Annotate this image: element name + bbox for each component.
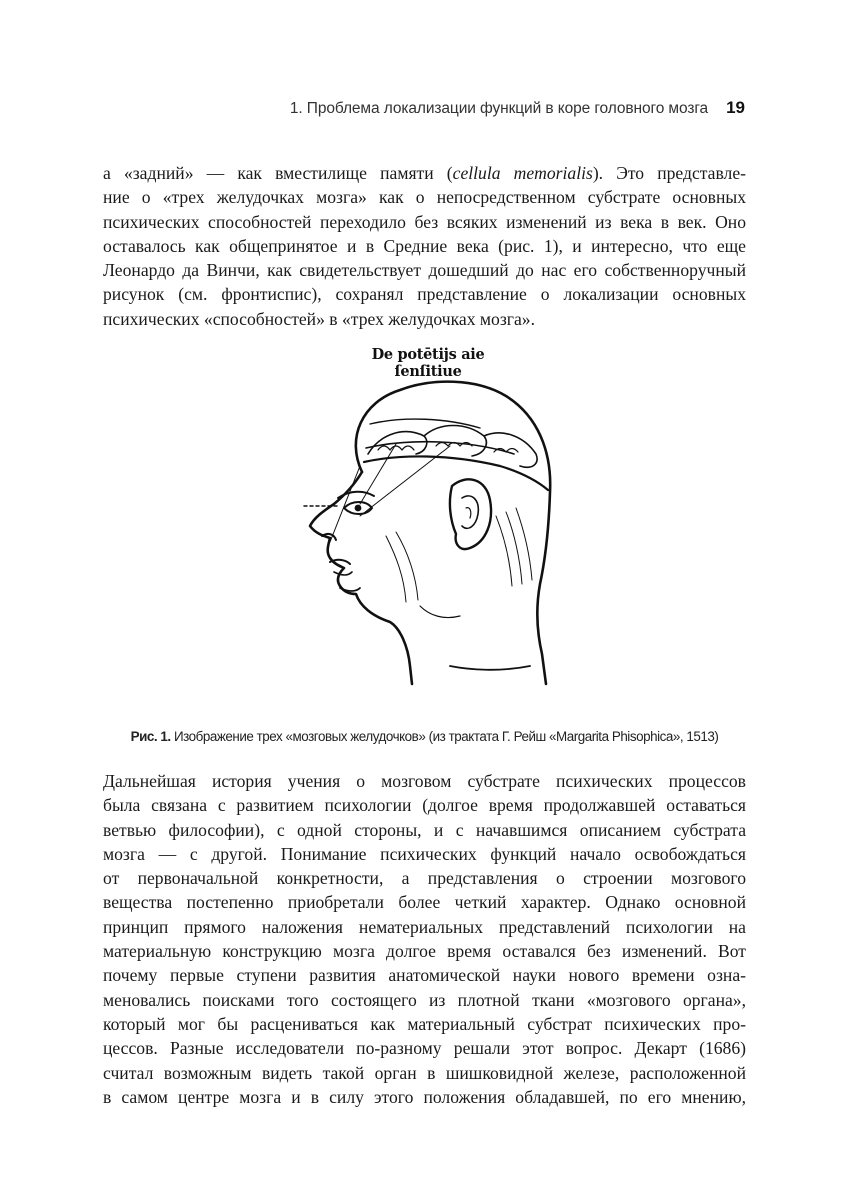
text-line: оставалось как общепринятое и в Средние века (рис. 1), и интересно, что еще: [103, 235, 746, 256]
woodcut-head-illustration: [300, 366, 555, 686]
text-line: рисунок (см. фронтиспис), сохранял представление о локализации основных: [103, 284, 746, 305]
text-line: вещества постепенно приобретали более четкий характер. Однако основной: [103, 892, 746, 913]
text-line: цессов. Разные исследователи по-разному решали этот вопрос. Декарт (1686): [103, 1038, 746, 1059]
text-line: почему первые ступени развития анатомической науки нового времени озна-: [103, 965, 746, 986]
latin-term: cellula memorialis: [452, 163, 593, 183]
text-line: а «задний» — как вместилище памяти (cellula memorialis). Это представле-: [103, 163, 746, 183]
text-line: материальную конструкцию мозга долгое время оставался без изменений. Вот: [103, 941, 746, 962]
text-line: ние о «трех желудочках мозга» как о непосредственном субстрате основных: [103, 187, 746, 208]
text-line: принцип прямого наложения нематериальных представлений психологии на: [103, 916, 746, 937]
text-line: Леонардо да Винчи, как свидетельствует дошедший до нас его собственноручный: [103, 260, 746, 281]
text-line: в самом центре мозга и в силу этого положения обладавшей, по его мнению,: [103, 1086, 746, 1107]
paragraph-1: [103, 161, 746, 331]
figure-label: Рис. 1.: [130, 729, 171, 744]
figure-inscription: De potētijs aie ſenſitiue: [371, 346, 485, 380]
running-header: [103, 98, 745, 124]
text-line: от первоначальной конкретности, а представления о строении мозгового: [103, 868, 746, 889]
figure-caption: [103, 729, 746, 744]
running-title: 1. Проблема локализации функций в коре головного мозга: [289, 100, 709, 117]
text-line: психических «способностей» в «трех желудочках мозга».: [103, 308, 536, 329]
paragraph-2: [103, 769, 746, 1109]
page-number: 19: [726, 98, 745, 117]
text-line: ветвью философии), с одной стороны, и с начавшимся описанием субстрата: [103, 819, 746, 840]
text-line: психических способностей переходило без всяких изменений из века в век. Оно: [103, 211, 746, 232]
text-line: была связана с развитием психологии (долгое время продолжавшей оставаться: [103, 795, 746, 816]
text-line: Дальнейшая история учения о мозговом субстрате психических процессов: [103, 771, 746, 791]
figure-caption-text: Изображение трех «мозговых желудочков» (из трактата Г. Рейш «Margarita Phisophica», 1513): [170, 729, 719, 744]
text-line: меновались поисками того состоящего из плотной ткани «мозгового органа»,: [103, 989, 746, 1010]
text-line: считал возможным видеть такой орган в шишковидной железе, расположенной: [103, 1062, 746, 1083]
text-line: мозга — с другой. Понимание психических функций начало освобождаться: [103, 843, 746, 864]
text-line: который мог бы расцениваться как материальный субстрат психических про-: [103, 1013, 746, 1034]
figure-1: [300, 342, 555, 687]
